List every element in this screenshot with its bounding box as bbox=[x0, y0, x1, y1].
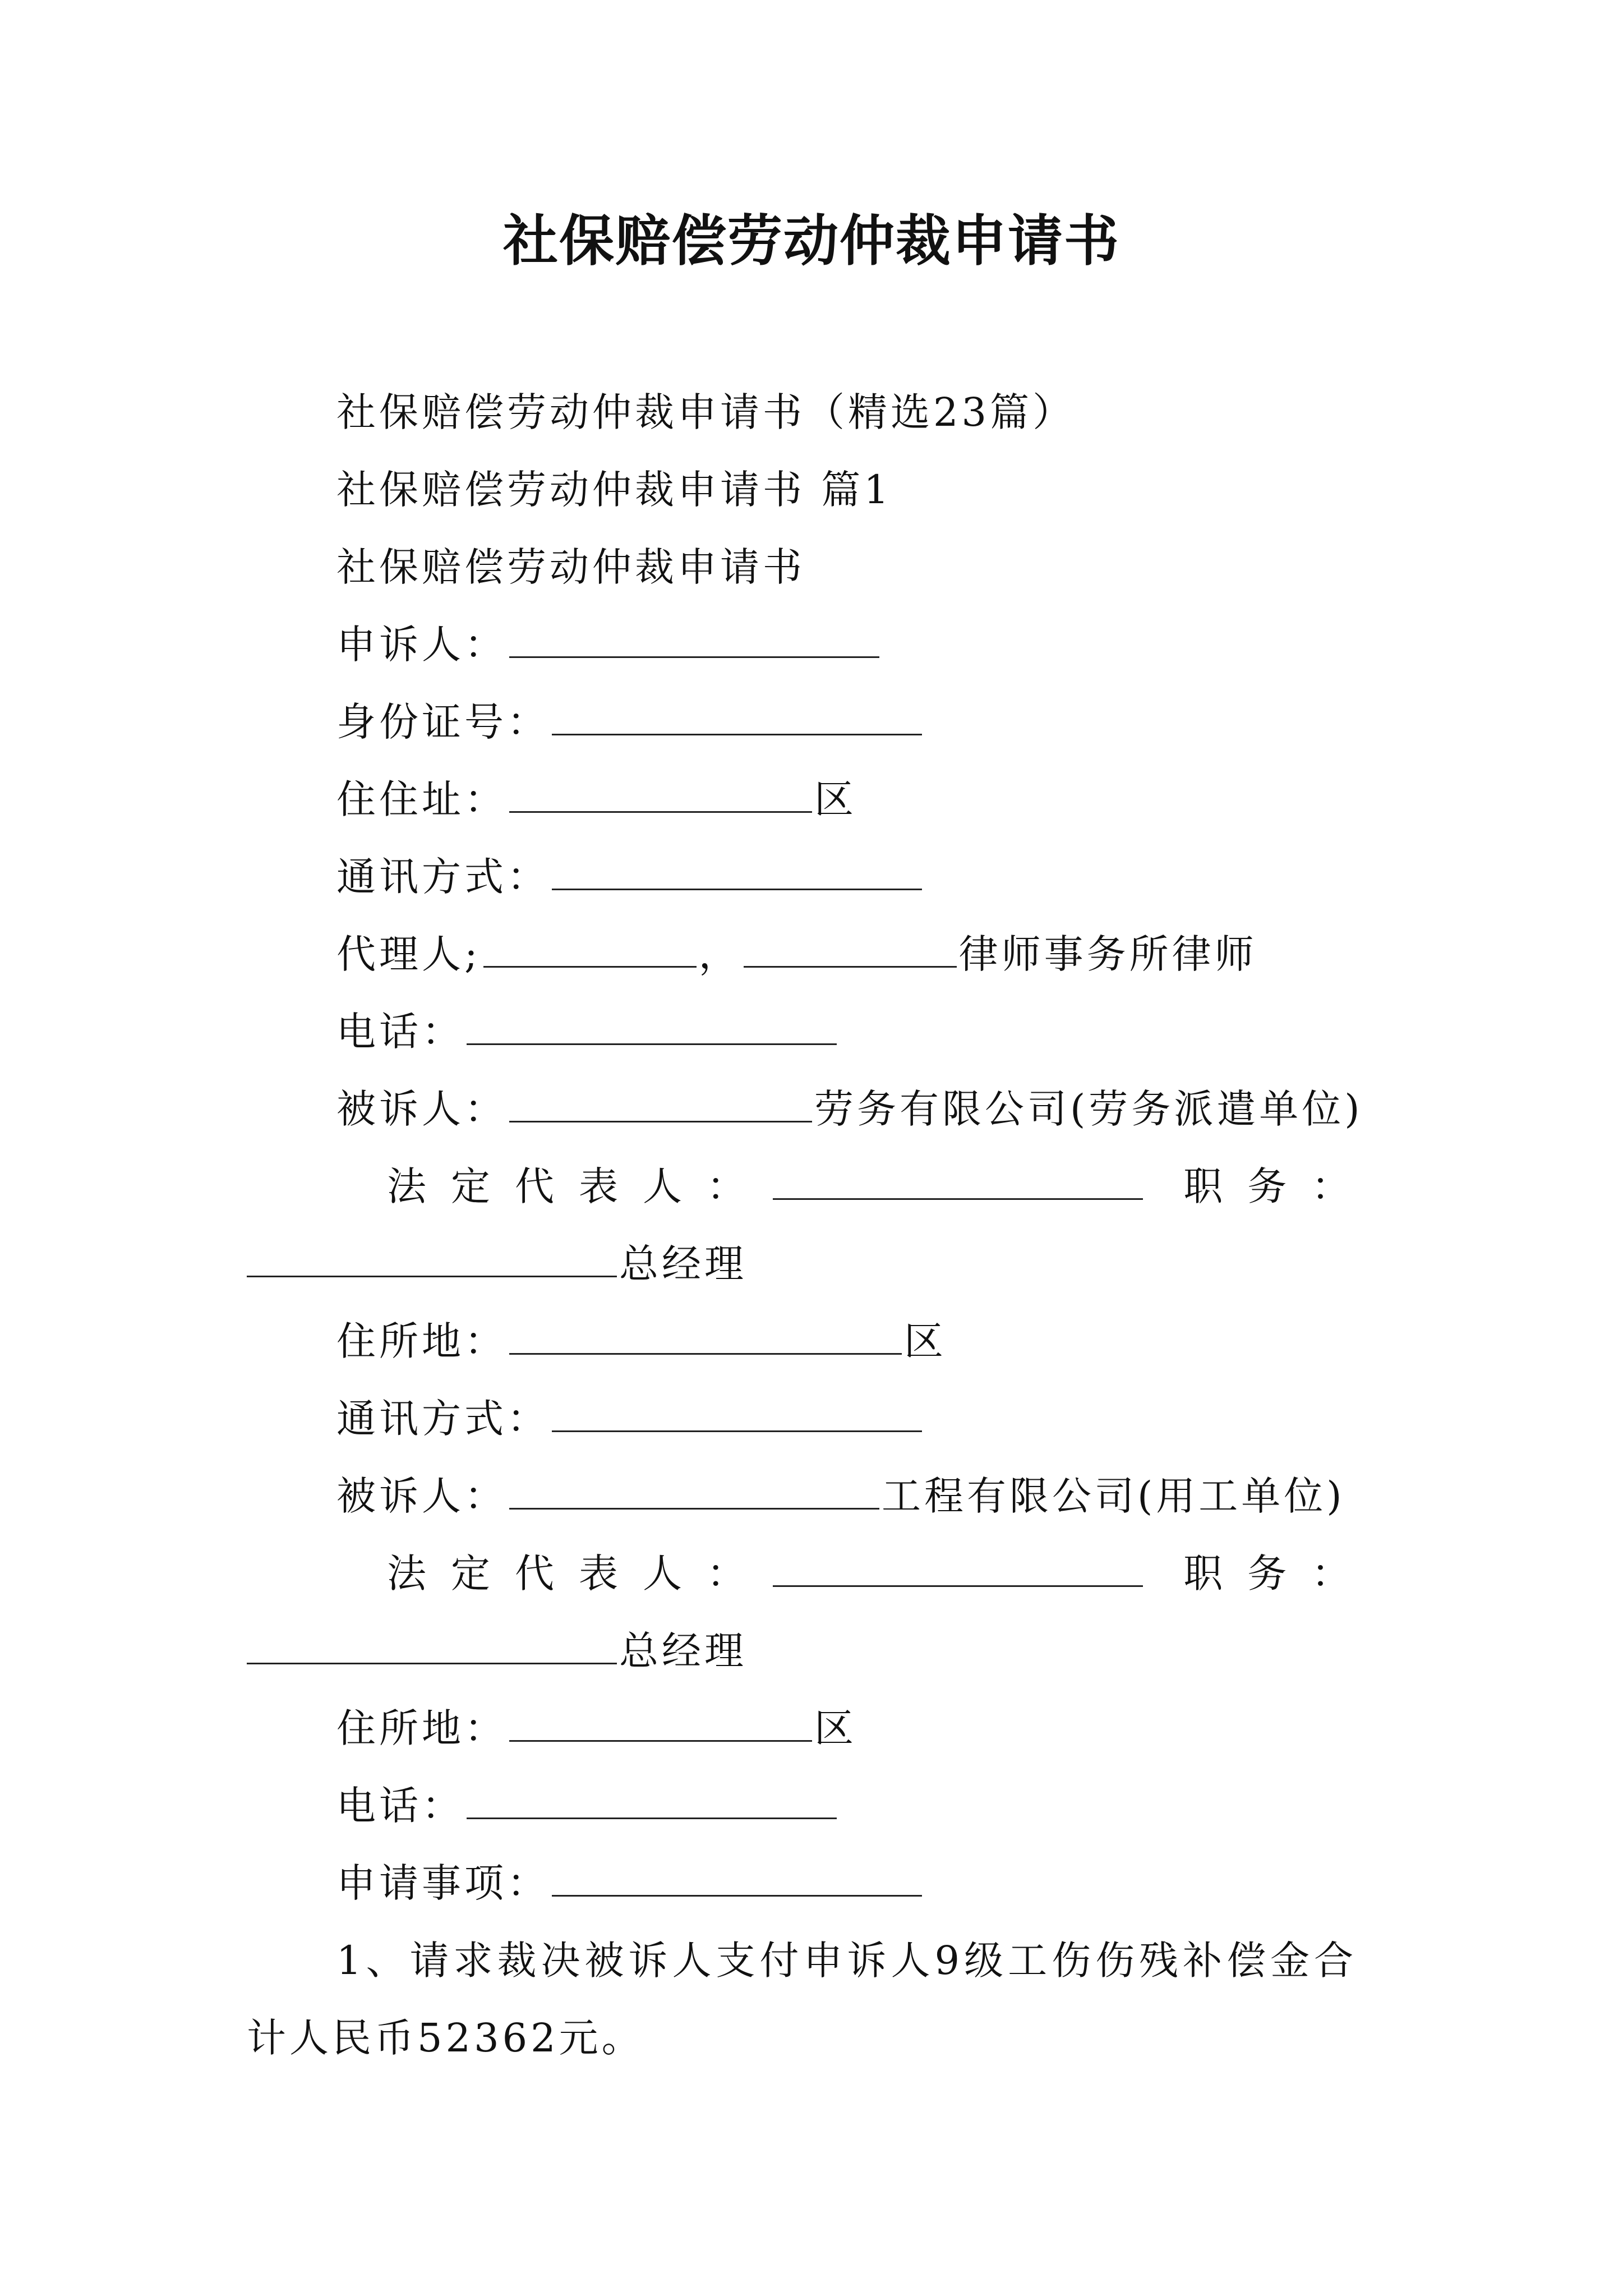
position2-blank bbox=[247, 1627, 617, 1664]
position1-blank bbox=[247, 1240, 617, 1277]
residence2-label: 住所地： bbox=[336, 1705, 507, 1751]
residence1-line bbox=[336, 1316, 947, 1366]
position1-label: 职务： bbox=[1183, 1163, 1376, 1209]
id-line bbox=[336, 697, 924, 747]
residence1-district: 区 bbox=[904, 1318, 947, 1364]
id-label: 身份证号： bbox=[336, 699, 550, 745]
position1-value: 总经理 bbox=[619, 1241, 747, 1287]
position2-value: 总经理 bbox=[619, 1628, 747, 1674]
phone-blank bbox=[467, 1007, 837, 1045]
respondent1-blank bbox=[509, 1085, 812, 1122]
address-district: 区 bbox=[814, 776, 857, 822]
respondent2-suffix: 工程有限公司(用工单位) bbox=[882, 1473, 1345, 1519]
respondent2-blank bbox=[509, 1472, 879, 1510]
position2-label: 职务： bbox=[1183, 1550, 1376, 1596]
address-label: 住住址： bbox=[336, 776, 507, 822]
agent-suffix: 律师事务所律师 bbox=[958, 931, 1257, 977]
contact-line bbox=[336, 852, 924, 902]
contact-blank bbox=[552, 853, 922, 890]
contact2-blank bbox=[552, 1395, 922, 1432]
residence1-label: 住所地： bbox=[336, 1318, 507, 1364]
residence2-district: 区 bbox=[814, 1705, 857, 1751]
legal-rep2-blank bbox=[773, 1549, 1143, 1587]
chapter-line: 社保赔偿劳动仲裁申请书 篇1 bbox=[336, 467, 892, 513]
respondent1-label: 被诉人： bbox=[336, 1086, 507, 1132]
applicant-line bbox=[336, 619, 882, 670]
applicant-blank bbox=[509, 620, 879, 658]
item1-line2: 计人民币52362元。 bbox=[247, 2015, 644, 2061]
respondent2-line bbox=[336, 1471, 1345, 1521]
phone2-line bbox=[336, 1780, 839, 1831]
contact2-label: 通讯方式： bbox=[336, 1396, 550, 1442]
phone2-blank bbox=[467, 1782, 837, 1819]
item1-line1: 1、请求裁决被诉人支付申诉人9级工伤伤残补偿金合 bbox=[336, 1938, 1358, 1984]
request-blank bbox=[552, 1859, 922, 1897]
agent-label: 代理人; bbox=[336, 931, 481, 977]
request-line bbox=[336, 1858, 924, 1908]
legal-rep1-line bbox=[387, 1161, 1375, 1212]
respondent2-label: 被诉人： bbox=[336, 1473, 507, 1519]
request-label: 申请事项： bbox=[336, 1860, 550, 1906]
id-blank bbox=[552, 698, 922, 735]
agent-blank-2 bbox=[744, 930, 957, 968]
residence2-blank bbox=[509, 1704, 812, 1742]
position1-line bbox=[247, 1239, 747, 1289]
phone2-label: 电话： bbox=[336, 1783, 464, 1829]
residence1-blank bbox=[509, 1317, 902, 1355]
contact2-line bbox=[336, 1393, 924, 1444]
phone-line bbox=[336, 1006, 839, 1057]
legal-rep1-label: 法定代表人： bbox=[387, 1163, 771, 1209]
agent-blank-1 bbox=[483, 930, 697, 968]
address-blank bbox=[509, 775, 812, 813]
agent-line bbox=[336, 929, 1257, 979]
subtitle-line: 社保赔偿劳动仲裁申请书（精选23篇） bbox=[336, 389, 1076, 435]
residence2-line bbox=[336, 1703, 857, 1754]
legal-rep1-blank bbox=[773, 1162, 1143, 1200]
respondent1-suffix: 劳务有限公司(劳务派遣单位) bbox=[814, 1086, 1363, 1132]
document-title: 社保赔偿劳动仲裁申请书 bbox=[502, 209, 1120, 273]
legal-rep2-label: 法定代表人： bbox=[387, 1550, 771, 1596]
phone-label: 电话： bbox=[336, 1009, 464, 1055]
agent-comma: ， bbox=[698, 931, 741, 977]
address-line bbox=[336, 774, 857, 825]
legal-rep2-line bbox=[387, 1548, 1375, 1599]
heading-line: 社保赔偿劳动仲裁申请书 bbox=[336, 544, 805, 590]
applicant-label: 申诉人： bbox=[336, 622, 507, 668]
respondent1-line bbox=[336, 1084, 1363, 1134]
position2-line bbox=[247, 1626, 747, 1676]
contact-label: 通讯方式： bbox=[336, 854, 550, 900]
